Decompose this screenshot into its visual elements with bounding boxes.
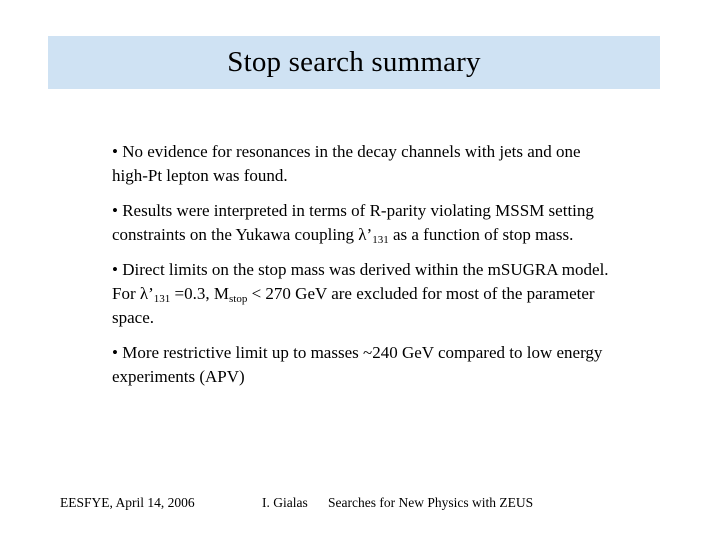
bullet-marker: • [112, 260, 118, 279]
bullet-text-3c: < 270 GeV are excluded for most of the parameter space. [112, 284, 595, 327]
slide-title: Stop search summary [227, 46, 481, 78]
footer-author: I. Gialas [262, 495, 308, 510]
footer-talk-title: Searches for New Physics with ZEUS [328, 495, 534, 510]
bullet-item-2 [112, 199, 612, 247]
bullet-marker: • [112, 142, 118, 161]
title-bar [48, 36, 660, 89]
bullet-text-3b: =0.3, M [170, 284, 229, 303]
bullet-marker: • [112, 343, 118, 362]
coupling-subscript: 131 [153, 293, 171, 305]
bullet-text-3a: Direct limits on the stop mass was derived within the mSUGRA model. For λ’ [112, 260, 609, 303]
bullet-text-2b: as a function of stop mass. [388, 225, 574, 244]
bullet-list [112, 140, 612, 400]
bullet-item-3 [112, 258, 612, 330]
bullet-item-4 [112, 341, 612, 389]
bullet-marker: • [112, 201, 118, 220]
bullet-text-2a: Results were interpreted in terms of R-parity violating MSSM setting constraints on the Yukawa coupling λ’ [112, 201, 594, 244]
bullet-text-1: No evidence for resonances in the decay channels with jets and one high-Pt lepton was found. [112, 142, 581, 185]
stop-subscript: stop [228, 293, 248, 305]
bullet-item-1 [112, 140, 612, 188]
footer-date: EESFYE, April 14, 2006 [60, 495, 195, 510]
coupling-subscript: 131 [372, 234, 389, 246]
bullet-text-4: More restrictive limit up to masses ~240 GeV compared to low energy experiments (APV) [112, 343, 603, 386]
